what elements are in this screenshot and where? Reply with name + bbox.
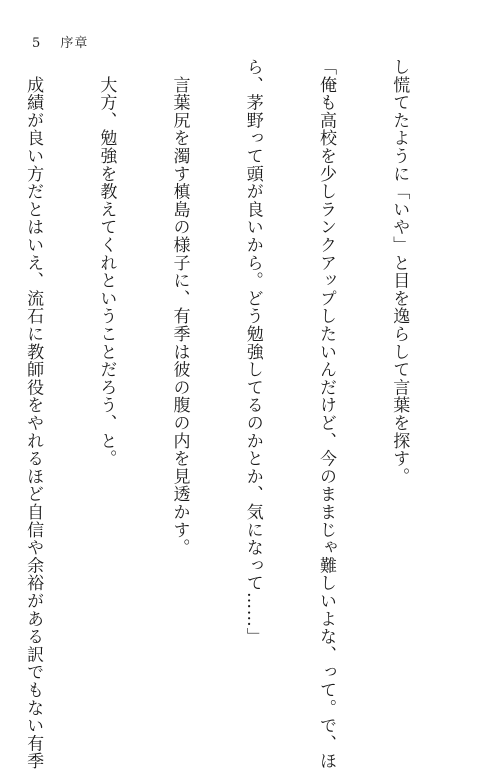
page-number: 5 xyxy=(32,36,42,51)
text-line: 成績が良い方だとはいえ、流石に教師役をやれるほど自信や余裕がある訳でもない有季 xyxy=(23,58,44,770)
text-line: ら、茅野って頭が良いから。どう勉強してるのかとか、気になって……」 xyxy=(242,58,263,646)
text-line: し慌てたように「いや」と目を逸らして言葉を探す。 xyxy=(389,58,410,486)
vertical-text-body xyxy=(0,58,460,770)
text-line: 「俺も高校を少しランクアップしたいんだけど、今のままじゃ難しいよな、って。で、ほ xyxy=(315,58,336,770)
chapter-title: 序章 xyxy=(60,36,89,51)
text-line: 言葉尻を濁す槙島の様子に、有季は彼の腹の内を見透かす。 xyxy=(169,58,190,557)
text-line: 大方、勉強を教えてくれということだろう、と。 xyxy=(96,58,117,468)
running-header xyxy=(32,32,88,51)
